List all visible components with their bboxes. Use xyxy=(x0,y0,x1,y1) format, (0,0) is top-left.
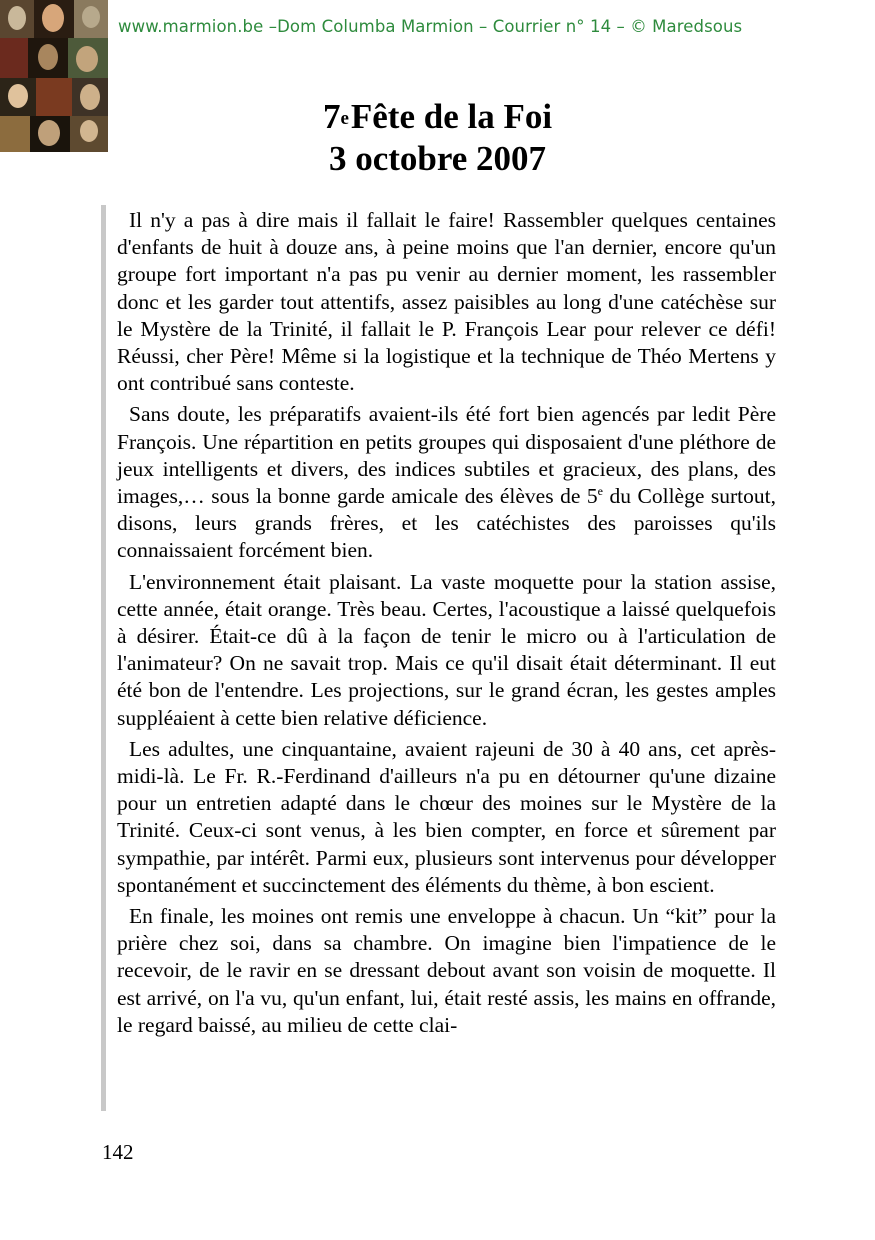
paragraph-4: Les adultes, une cinquantaine, avaient rajeuni de 30 à 40 ans, cet après-midi-là. Le Fr. R.-Ferdinand d'ailleurs n'a pu en détourner qu'une dizaine pour un entretien adapté dans le chœur des moines sur le Mystère de la Trinité. Ceux-ci sont venus, à les bien compter, en force et sûrement par sympathie, par intérêt. Parmi eux, plusieurs sont intervenus pour développer spontanément et succinctement des éléments du thème, à bon escient. xyxy=(117,736,776,897)
margin-bar xyxy=(101,205,106,1111)
title-ordinal: 7 xyxy=(322,97,341,136)
title-event: Fête de la Foi xyxy=(350,97,553,136)
paragraph-3: L'environnement était plaisant. La vaste moquette pour la station assise, cette année, était orange. Très beau. Certes, l'acoustique a laissé quelquefois à désirer. Était-ce dû à la façon de tenir le micro ou à l'articulation de l'animateur? On ne savait trop. Mais ce qu'il disait était déterminant. Il eut été bon de l'entendre. Les projections, sur le grand écran, les gestes amples suppléaient à cette bien relative déficience. xyxy=(117,569,776,730)
paragraph-2-superscript: e xyxy=(597,483,603,498)
article-body xyxy=(117,207,776,1043)
title-ordinal-suffix: e xyxy=(340,108,349,129)
title-line-1 xyxy=(0,96,875,138)
paragraph-2 xyxy=(117,401,776,564)
paragraph-5: En finale, les moines ont remis une enveloppe à chacun. Un “kit” pour la prière chez soi, dans sa chambre. On imagine bien l'impatience de le recevoir, de le ravir en se dressant debout avant son voisin de moquette. Il est arrivé, on l'a vu, qu'un enfant, lui, était resté assis, les mains en offrande, le regard baissé, au milieu de cette clai- xyxy=(117,904,776,1037)
paragraph-1: Il n'y a pas à dire mais il fallait le faire! Rassembler quelques centaines d'enfants de huit à douze ans, à peine moins que l'an dernier, encore qu'un groupe fort important n'a pas pu venir au dernier moment, les rassembler donc et les garder tout attentifs, assez paisibles au long d'une catéchèse sur le Mystère de la Trinité, il fallait le P. François Lear pour relever ce défi! Réussi, cher Père! Même si la logistique et la technique de Théo Mertens y ont contribué sans conteste. xyxy=(117,208,776,396)
paragraph-2-part-2: du Collège surtout, disons, leurs grands frères, et les catéchistes des paroisses qu'ils connaissaient forcément bien. xyxy=(117,484,776,563)
paragraph-2-part-1: Sans doute, les préparatifs avaient-ils été fort bien agencés par ledit Père François. Une répartition en petits groupes qui disposaient d'une pléthore de jeux intelligents et divers, des indices subtiles et gracieux, des plans, des images,… sous la bonne garde amicale des élèves de 5 xyxy=(117,402,776,509)
page-header: www.marmion.be –Dom Columba Marmion – Courrier n° 14 – © Maredsous xyxy=(118,17,743,36)
title-date: 3 octobre 2007 xyxy=(328,139,547,178)
page-number: 142 xyxy=(102,1140,134,1164)
page-title xyxy=(0,96,875,180)
